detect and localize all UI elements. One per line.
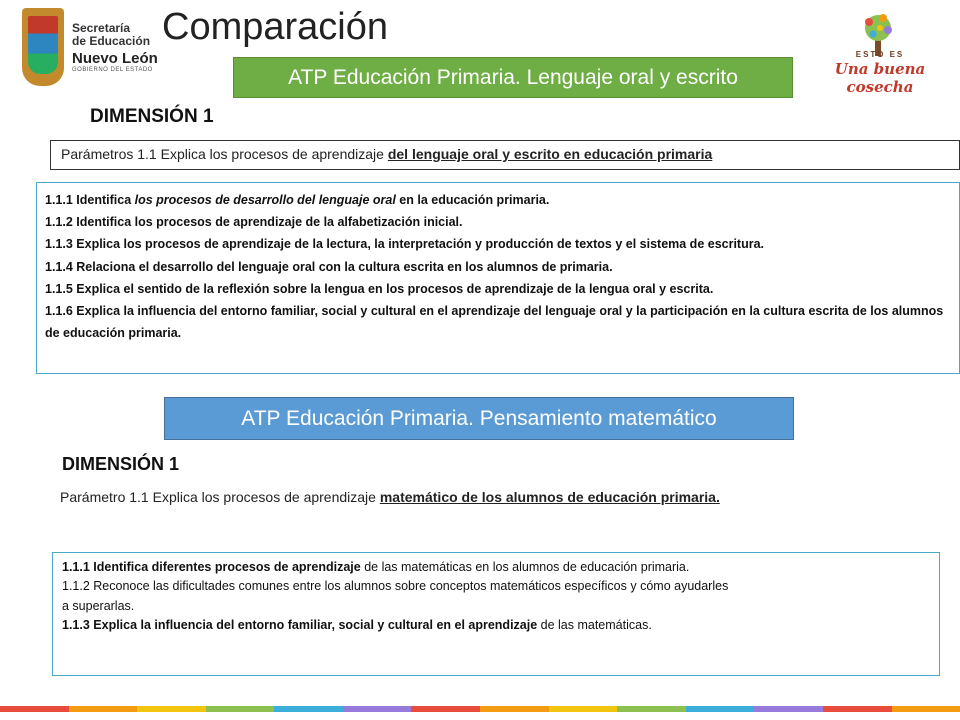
list-item [62, 616, 930, 635]
color-bar-segment [0, 706, 69, 712]
brand-tagline-bottom: Una buena cosecha [834, 60, 926, 96]
section1-banner: ATP Educación Primaria. Lenguaje oral y escrito [233, 57, 793, 98]
section1-parameter-prefix: Parámetros 1.1 Explica los procesos de aprendizaje [61, 146, 388, 162]
list-item [45, 189, 951, 211]
list-item: 1.1.6 Explica la influencia del entorno familiar, social y cultural en el aprendizaje del lenguaje oral y la participación en la cultura escrita de los alumnos de educación primaria. [45, 304, 944, 341]
item-text: en la educación primaria. [395, 193, 550, 207]
color-bar-segment [274, 706, 343, 712]
section2-parameter-emphasis: matemático de los alumnos de educación primaria. [379, 489, 720, 505]
logo-line-3: Nuevo León [72, 50, 158, 68]
buena-cosecha-logo [815, 10, 945, 95]
item-text-bold: 1.1.1 Identifica diferentes procesos de aprendizaje [62, 560, 361, 574]
section1-parameter [50, 140, 960, 170]
logo-line-1: Secretaría [72, 21, 131, 35]
section1-dimension-heading: DIMENSIÓN 1 [90, 106, 214, 127]
color-bar-segment [343, 706, 412, 712]
section2-parameter-prefix: Parámetro 1.1 Explica los procesos de aprendizaje [60, 489, 380, 505]
item-text: de las matemáticas. [537, 617, 652, 632]
secretaria-educacion-logo [22, 8, 182, 100]
color-bar-segment [69, 706, 138, 712]
color-bar-segment [892, 706, 960, 712]
list-item: 1.1.2 Reconoce las dificultades comunes entre los alumnos sobre conceptos matemáticos específicos y cómo ayudarles [62, 579, 729, 594]
color-bar-segment [686, 706, 755, 712]
section1-parameter-emphasis: del lenguaje oral y escrito en educación primaria [387, 146, 713, 162]
color-bar-segment [137, 706, 206, 712]
color-bar-segment [754, 706, 823, 712]
color-bar-segment [617, 706, 686, 712]
color-bar-segment [480, 706, 549, 712]
item-text-italic: los procesos de desarrollo del lenguaje oral [134, 193, 396, 207]
section2-parameter [60, 486, 872, 508]
section1-indicator-list [36, 182, 960, 374]
section2-indicator-list [52, 552, 940, 676]
list-item [62, 558, 930, 577]
coat-of-arms-icon [22, 8, 64, 86]
page-title: Comparación [162, 6, 388, 48]
item-text-bold: 1.1.3 Explica la influencia del entorno familiar, social y cultural en el aprendizaje [62, 617, 538, 632]
list-item: 1.1.3 Explica los procesos de aprendizaje de la lectura, la interpretación y producción de textos y el sistema de escritura. [45, 237, 765, 252]
section2-dimension-heading: DIMENSIÓN 1 [62, 454, 180, 474]
section2-banner: ATP Educación Primaria. Pensamiento matemático [164, 397, 794, 440]
brand-tagline-top: ESTO ES [855, 50, 905, 59]
color-bar-segment [411, 706, 480, 712]
list-item: 1.1.2 Identifica los procesos de aprendizaje de la alfabetización inicial. [45, 215, 463, 230]
list-item: a superarlas. [62, 598, 135, 613]
color-bar-segment [549, 706, 618, 712]
logo-line-2: de Educación [72, 33, 151, 48]
item-text: de las matemáticas en los alumnos de educación primaria. [360, 560, 690, 574]
list-item: 1.1.5 Explica el sentido de la reflexión sobre la lengua en los procesos de aprendizaje de la lengua oral y escrita. [45, 281, 714, 296]
logo-line-4: GOBIERNO DEL ESTADO [72, 66, 153, 73]
color-bar-segment [823, 706, 892, 712]
list-item: 1.1.4 Relaciona el desarrollo del lenguaje oral con la cultura escrita en los alumnos de primaria. [45, 259, 613, 274]
color-bar-segment [206, 706, 275, 712]
footer-color-bar [0, 706, 960, 712]
item-text: 1.1.1 Identifica [45, 193, 135, 207]
